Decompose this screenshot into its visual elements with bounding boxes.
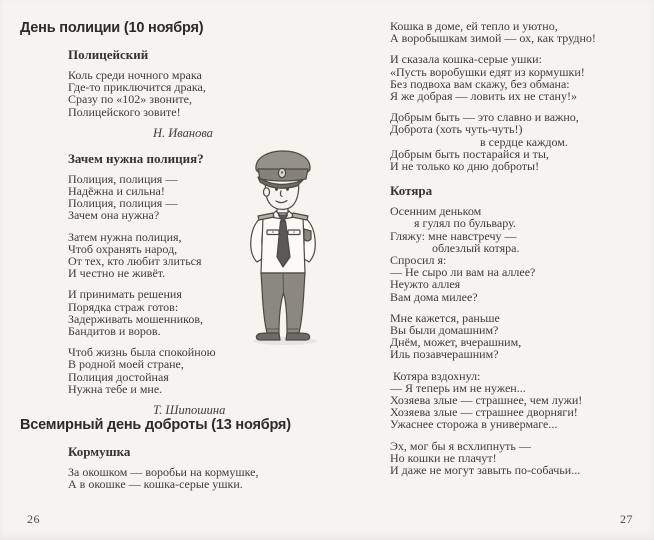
poem-line: Порядка страж готов: xyxy=(68,299,179,314)
stanza xyxy=(390,440,648,477)
poem-title-feeder: Кормушка xyxy=(68,444,131,460)
poem-line: Где-то приключится драка, xyxy=(68,80,206,95)
poem-line: Полиция достойная xyxy=(68,369,169,384)
policeman-illustration xyxy=(231,145,343,347)
poem-line: Эх, мог бы я всхлипнуть — xyxy=(390,438,531,453)
stanza xyxy=(390,312,648,361)
poem-line: Полицейского зовите! xyxy=(68,104,181,119)
section-header-police-day: День полиции (10 ноября) xyxy=(20,20,204,36)
stanza xyxy=(390,205,648,303)
poem-line: «Пусть воробушки едят из кормушки! xyxy=(390,64,585,79)
section-header-kindness-day: Всемирный день доброты (13 ноября) xyxy=(20,417,291,434)
poem-line: Добрым быть — это славно и важно, xyxy=(390,110,579,125)
poem-line: Вы были домашним? xyxy=(390,323,499,338)
poem-line: Мне кажется, раньше xyxy=(390,310,500,325)
poem-line: Хозяева злые — страшнее дворняги! xyxy=(390,405,578,420)
poem-line: Кошка в доме, ей тепло и уютно, xyxy=(390,19,558,33)
poem-line: в сердце каждом. xyxy=(390,134,568,149)
policeman-cartoon-svg xyxy=(231,145,343,347)
poem-line: Осенним деньком xyxy=(390,204,482,219)
page-number-left: 26 xyxy=(27,512,40,526)
poem-line: И честно не живёт. xyxy=(68,266,166,281)
poem-line: Полиция, полиция — xyxy=(68,196,178,211)
poem-line: Добрым быть постарайся и ты, xyxy=(390,146,549,161)
poem-line: Затем нужна полиция, xyxy=(68,229,182,244)
poem-line: Без подвоха вам скажу, без обмана: xyxy=(390,76,570,91)
poem-line: Но кошки не плачут! xyxy=(390,450,497,465)
left-page-poems-2 xyxy=(68,445,350,490)
poem-line: я гулял по бульвару. xyxy=(390,216,516,231)
poem-line: Неужто аллея xyxy=(390,277,461,292)
stanza xyxy=(390,53,648,102)
poem-line: Днём, может, вчерашним, xyxy=(390,335,522,350)
poem-line: И принимать решения xyxy=(68,287,182,302)
poem-line: От тех, кто любит злиться xyxy=(68,254,202,269)
stanza xyxy=(390,20,648,44)
poem-line: А воробышкам зимой — ох, как трудно! xyxy=(390,31,596,46)
stanza xyxy=(390,370,648,431)
poem-line: Хозяева злые — страшнее, чем лужи! xyxy=(390,393,583,408)
poem-line: Нужна тебе и мне. xyxy=(68,381,163,396)
poem-author-ivanova: Н. Иванова xyxy=(153,125,213,140)
right-page xyxy=(390,20,648,485)
poem-line: И даже не могут завыть по-собачьи... xyxy=(390,463,581,478)
poem-line: И сказала кошка-серые ушки: xyxy=(390,52,542,67)
poem-line: Иль позавчерашним? xyxy=(390,347,499,362)
poem-line: Бандитов и воров. xyxy=(68,324,161,339)
poem-line: Я же добрая — ловить их не стану!» xyxy=(390,89,577,104)
poem-title-policeman: Полицейский xyxy=(68,47,149,62)
poem-line: Доброта (хоть чуть-чуть!) xyxy=(390,122,523,137)
poem-line: В родной моей стране, xyxy=(68,357,184,372)
poem-title-why-police: Зачем нужна полиция? xyxy=(68,150,204,166)
stanza xyxy=(390,111,648,172)
stanza xyxy=(68,69,350,118)
poem-author-shiposhina: Т. Шипошина xyxy=(153,403,226,418)
stanza xyxy=(68,346,350,395)
poem-line: Спросил я: xyxy=(390,253,447,268)
stanza xyxy=(68,466,350,490)
poem-line: Чтоб охранять народ, xyxy=(68,241,178,256)
poem-line: Вам дома милее? xyxy=(390,289,478,304)
poem-line: Коль среди ночного мрака xyxy=(68,68,202,82)
poem-line: За окошком — воробьи на кормушке, xyxy=(68,465,259,480)
poem-line: Задерживать мошенников, xyxy=(68,311,204,326)
poem-line: — Я теперь им не нужен... xyxy=(390,380,526,395)
poem-title-kotyara: Котяра xyxy=(390,183,433,199)
poem-line: Котяра вздохнул: xyxy=(390,368,481,383)
poem-line: Зачем она нужна? xyxy=(68,208,160,223)
poem-line: Сразу по «102» звоните, xyxy=(68,92,192,107)
poem-line: Гляжу: мне навстречу — xyxy=(390,228,517,243)
poem-line: облезлый котяра. xyxy=(390,240,520,255)
poem-line: Полиция, полиция — xyxy=(68,171,178,186)
page-number-right: 27 xyxy=(620,512,633,526)
poem-line: Надёжна и сильна! xyxy=(68,184,165,199)
poem-line: Чтоб жизнь была спокойною xyxy=(68,345,216,360)
poem-line: А в окошке — кошка-серые ушки. xyxy=(68,477,243,492)
poem-line: — Не сыро ли вам на аллее? xyxy=(390,265,536,280)
poem-line: И не только ко дню доброты! xyxy=(390,159,540,174)
poem-line: Ужаснее сторожа в универмаге... xyxy=(390,417,558,432)
